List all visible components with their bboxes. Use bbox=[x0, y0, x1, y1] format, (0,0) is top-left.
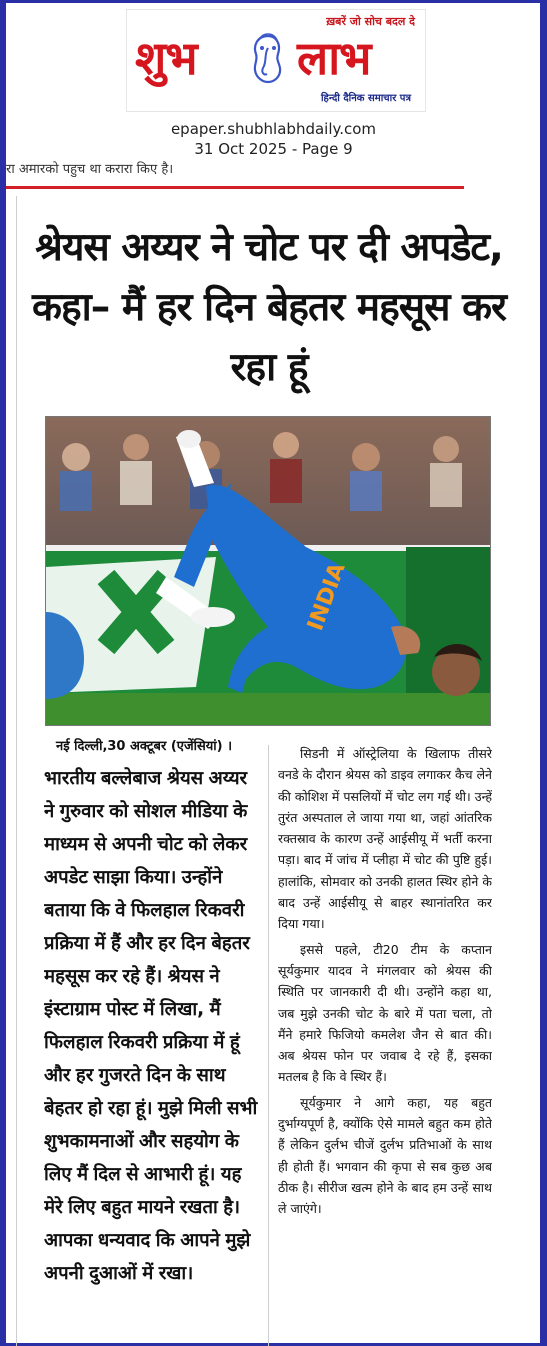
edition-date-page: 31 Oct 2025 - Page 9 bbox=[194, 140, 353, 158]
body-paragraph-3: सूर्यकुमार ने आगे कहा, यह बहुत दुर्भाग्यपूर्ण है, क्योंकि ऐसे मामले बहुत कम होते हैं लेकिन दुर्लभ चीजें दुर्लभ प्रतिभाओं के साथ ही होती हैं। भगवान की कृपा से सब कुछ अब ठीक है। सीरीज खत्म होने के बाद हम उन्हें साथ ले जाएंगे। bbox=[278, 1094, 492, 1217]
previous-article-strip: रा अमारको पहुच था करारा किए है। bbox=[6, 162, 174, 177]
logo-word-shubh: शुभ bbox=[135, 31, 197, 85]
article-dateline: नई दिल्ली,30 अक्टूबर (एजेंसियां) । bbox=[56, 739, 233, 754]
left-column-rule bbox=[16, 196, 17, 1346]
article-body-column bbox=[278, 743, 492, 1346]
lead-paragraph: भारतीय बल्लेबाज श्रेयस अय्यर ने गुरुवार को सोशल मीडिया के माध्यम से अपनी चोट को लेकर अपडेट साझा किया। उन्होंने बताया कि वे फिलहाल रिकवरी प्रक्रिया में हैं और हर दिन बेहतर महसूस कर रहे हैं। श्रेयस ने इंस्टाग्राम पोस्ट में लिखा, मैं फिलहाल रिकवरी प्रक्रिया में हूं और हर गुजरते दिन के साथ बेहतर हो रहा हूं। मुझे मिली सभी शुभकामनाओं और सहयोग के लिए मैं दिल से आभारी हूं। यह मेरे लिए बहुत मायने रखता है। आपका धन्यवाद कि आपने मुझे अपनी दुआओं में रखा। bbox=[44, 768, 258, 1284]
page-frame-top bbox=[0, 0, 547, 3]
masthead-logo[interactable] bbox=[126, 9, 426, 112]
masthead-tagline: ख़बरें जो सोच बदल दे bbox=[326, 15, 415, 28]
ganesh-icon bbox=[245, 30, 291, 90]
article-photo bbox=[45, 416, 491, 726]
masthead-subtagline: हिन्दी दैनिक समाचार पत्र bbox=[320, 93, 411, 104]
body-paragraph-1: सिडनी में ऑस्ट्रेलिया के खिलाफ तीसरे वनडे के दौरान श्रेयस को डाइव लगाकर कैच लेने की कोशिश में पसलियों में चोट लग गई थी। उन्हें तुरंत अस्पताल ले जाया गया था, जहां आंतरिक रक्तस्राव के कारण उन्हें आईसीयू में भर्ती करना पड़ा। बाद में जांच में प्लीहा में चोट की पुष्टि हुई। हालांकि, सोमवार को उनकी हालत स्थिर होने के बाद उन्हें आईसीयू से बाहर स्थानांतरित कर दिया गया। bbox=[278, 746, 492, 932]
page-frame-right bbox=[540, 0, 547, 1346]
article-lead-column bbox=[44, 762, 262, 1346]
column-divider bbox=[268, 745, 269, 1346]
cricketer-dive-illustration bbox=[46, 417, 491, 726]
article-headline: श्रेयस अय्यर ने चोट पर दी अपडेट, कहा– मैं हर दिन बेहतर महसूस कर रहा हूं bbox=[32, 225, 506, 390]
logo-word-labh: लाभ bbox=[297, 31, 371, 85]
body-paragraph-2: इससे पहले, टी20 टीम के कप्तान सूर्यकुमार यादव ने मंगलवार को श्रेयस की स्थिति पर जानकारी दी थी। उन्होंने कहा था, जब मुझे उनकी चोट के बारे में पता चला, तो मैंने हमारे फिजियो कमलेश जैन से बात की। अब श्रेयस फोन पर जवाब दे रहे हैं, इसका मतलब है कि वे स्थिर हैं। bbox=[278, 941, 492, 1085]
page-frame-left bbox=[0, 0, 6, 1346]
site-url[interactable]: epaper.shubhlabhdaily.com bbox=[170, 120, 377, 138]
svg-text:INDIA: INDIA bbox=[303, 559, 351, 635]
red-divider bbox=[6, 186, 464, 189]
